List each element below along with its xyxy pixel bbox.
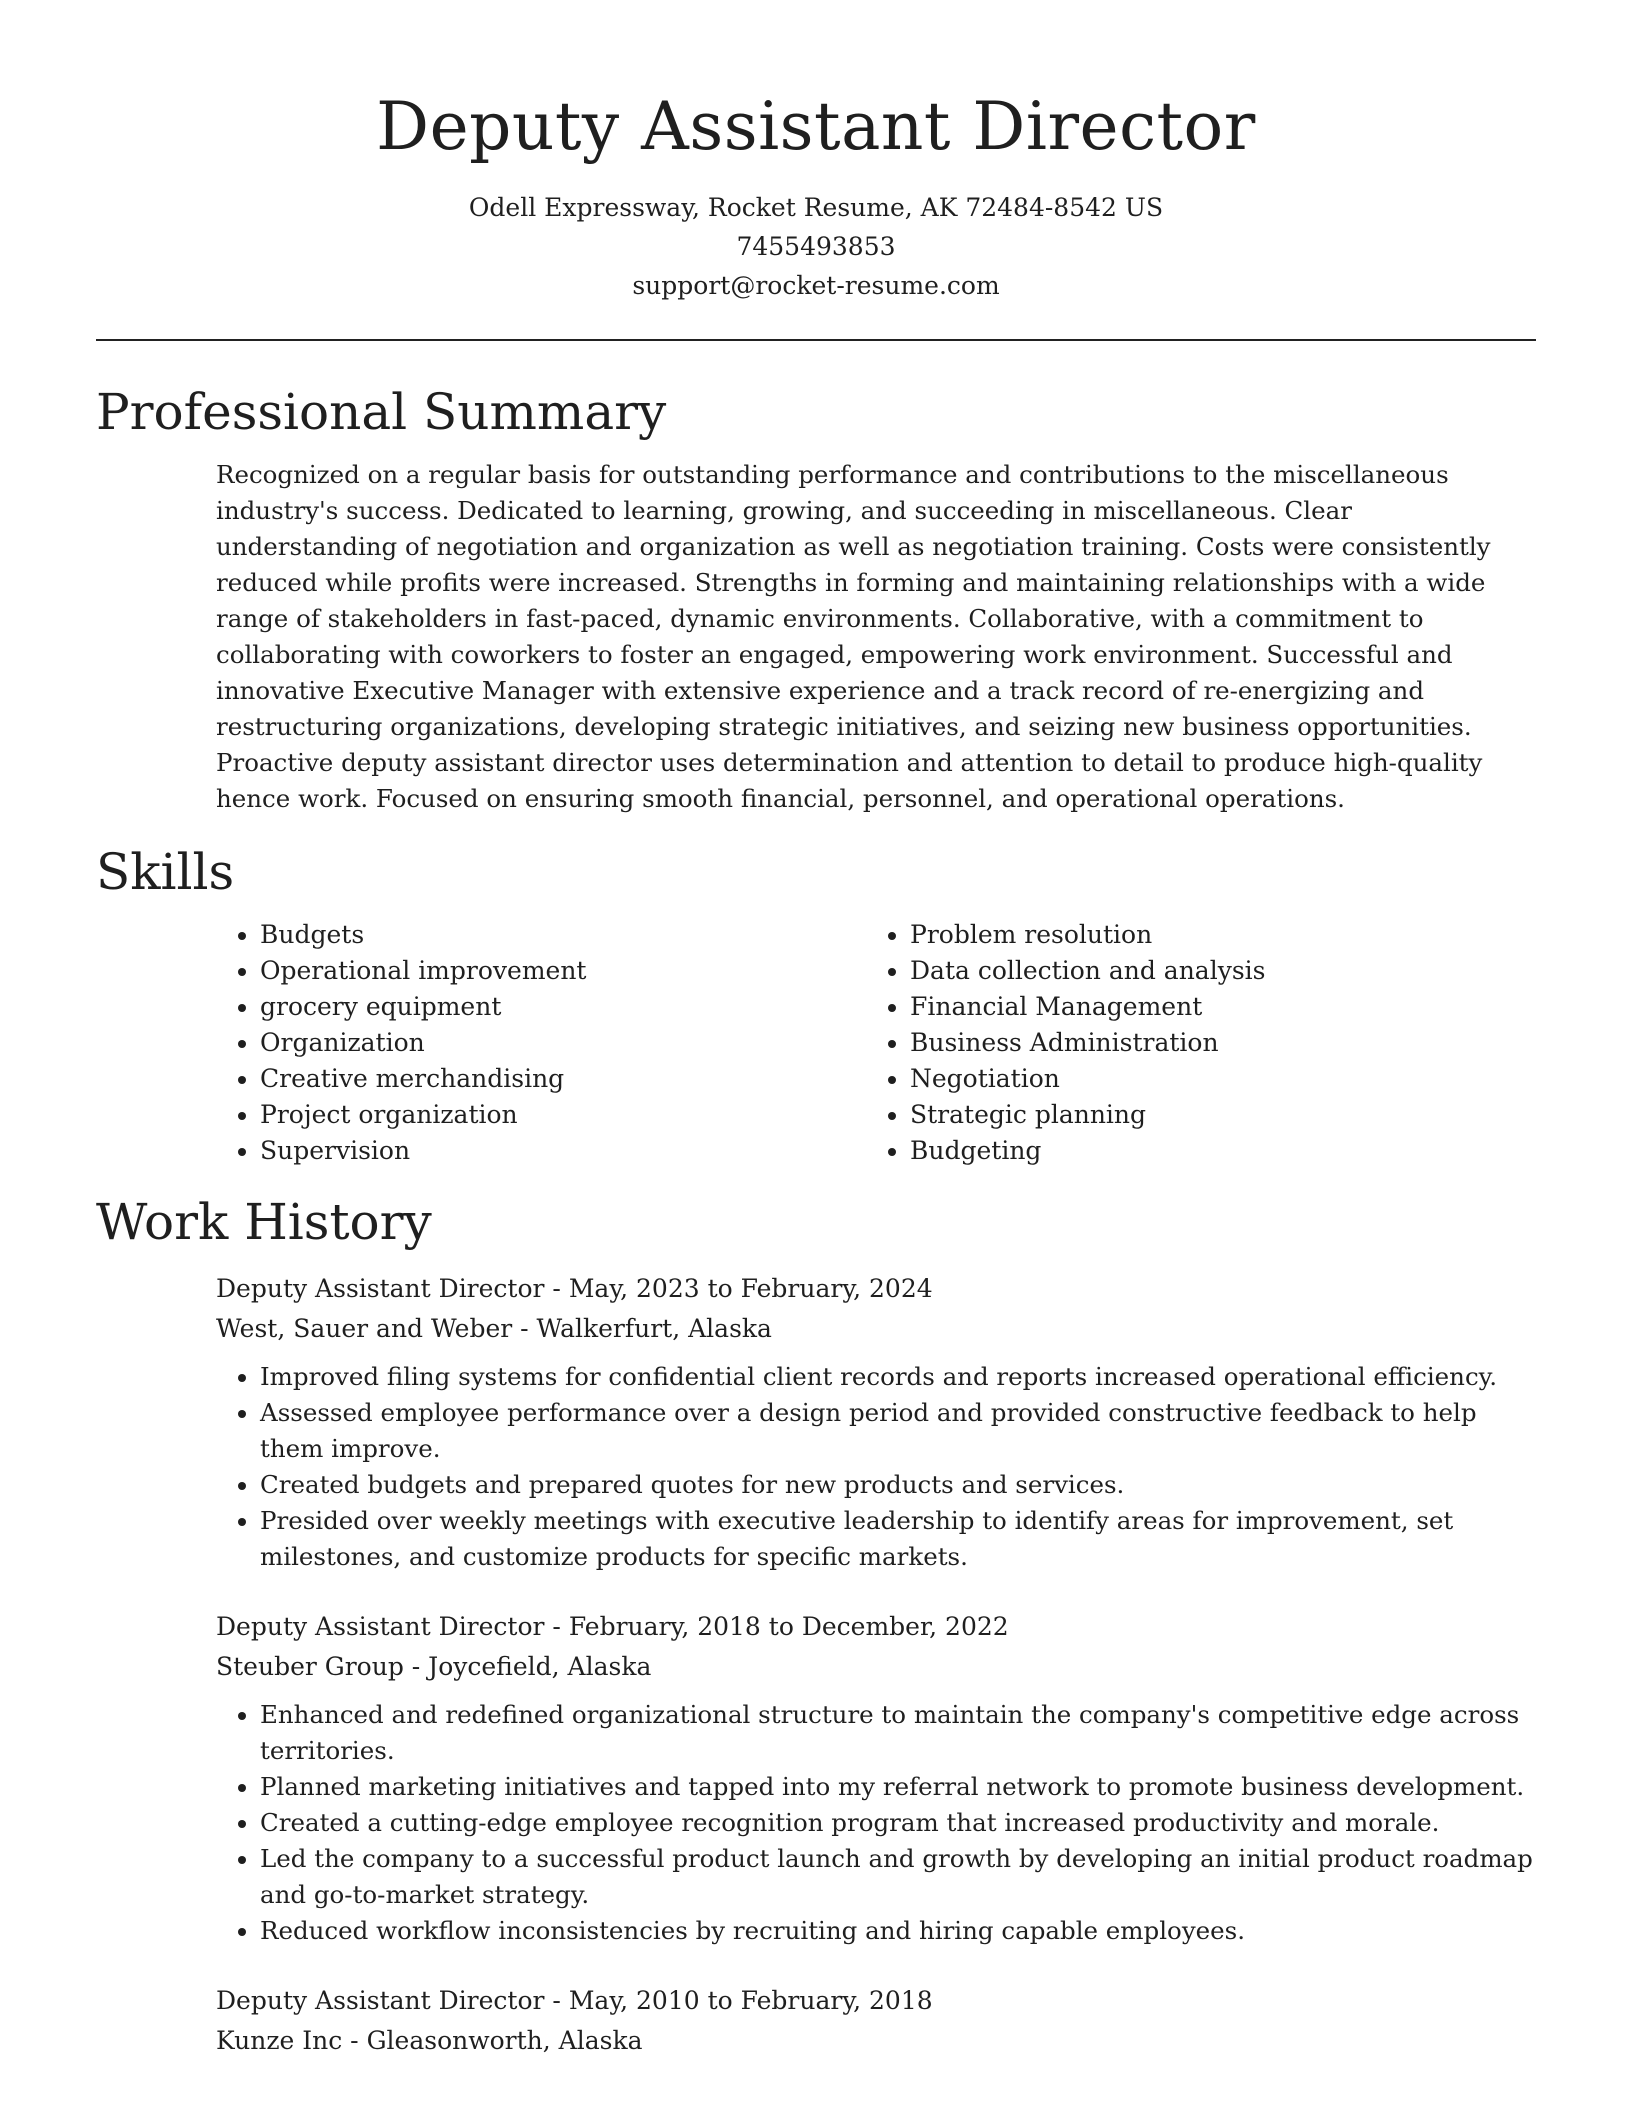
- job-title-line: [216, 1607, 1536, 1647]
- job-entry: [216, 1981, 1536, 2061]
- job-dates: - May, 2010 to February, 2018: [544, 1986, 933, 2015]
- job-bullet: • Created a cutting-edge employee recognition program that increased productivity and morale.: [260, 1805, 1536, 1841]
- job-bullet: • Reduced workflow inconsistencies by recruiting and hiring capable employees.: [260, 1913, 1536, 1949]
- header-divider: [96, 339, 1536, 341]
- email: support@rocket-resume.com: [632, 271, 1000, 300]
- skill-item: • Creative merchandising: [260, 1061, 910, 1097]
- job-bullet: • Enhanced and redefined organizational structure to maintain the company's competitive edge across territories.: [260, 1697, 1536, 1769]
- job-dates: - February, 2018 to December, 2022: [544, 1612, 1009, 1641]
- candidate-name: Deputy Assistant Director: [376, 88, 1256, 165]
- summary-heading: Professional Summary: [96, 383, 667, 441]
- skill-item: • Supervision: [260, 1133, 910, 1169]
- skills-columns: [216, 917, 1536, 1169]
- job-bullet: • Assessed employee performance over a design period and provided constructive feedback to help them improve.: [260, 1395, 1536, 1467]
- address: Odell Expressway, Rocket Resume, AK 72484-8542 US: [468, 193, 1164, 222]
- contact-block: [96, 188, 1536, 305]
- skill-item: • Budgeting: [910, 1133, 1510, 1169]
- job-entry: [216, 1269, 1536, 1575]
- skills-heading: Skills: [96, 843, 235, 901]
- job-entry: [216, 1607, 1536, 1949]
- skill-item: • Business Administration: [910, 1025, 1510, 1061]
- skill-item: • Problem resolution: [910, 917, 1510, 953]
- job-bullets: [216, 1697, 1536, 1949]
- job-location: - Joycefield, Alaska: [403, 1652, 652, 1681]
- job-company: Kunze Inc: [216, 2026, 343, 2055]
- job-title-line: [216, 1269, 1536, 1309]
- job-company-line: [216, 2021, 1536, 2061]
- skill-item: • Financial Management: [910, 989, 1510, 1025]
- skill-item: • Organization: [260, 1025, 910, 1061]
- job-bullet: • Led the company to a successful product launch and growth by developing an initial product roadmap and go-to-market strategy.: [260, 1841, 1536, 1913]
- job-title: Deputy Assistant Director: [216, 1612, 545, 1641]
- job-bullet: • Improved filing systems for confidential client records and reports increased operational efficiency.: [260, 1359, 1536, 1395]
- phone: 7455493853: [736, 232, 896, 261]
- skill-item: • grocery equipment: [260, 989, 910, 1025]
- job-dates: - May, 2023 to February, 2024: [544, 1274, 933, 1303]
- skill-item: • Operational improvement: [260, 953, 910, 989]
- job-bullet: • Planned marketing initiatives and tapped into my referral network to promote business development.: [260, 1769, 1536, 1805]
- resume-page: [96, 0, 1536, 2061]
- job-location: - Gleasonworth, Alaska: [342, 2026, 643, 2055]
- work-history-heading: Work History: [96, 1193, 432, 1251]
- skill-item: • Data collection and analysis: [910, 953, 1510, 989]
- job-title: Deputy Assistant Director: [216, 1274, 545, 1303]
- job-company-line: [216, 1309, 1536, 1349]
- summary-text: Recognized on a regular basis for outstanding performance and contributions to the miscellaneous industry's success. Dedicated to learning, growing, and succeeding in miscellaneous. Clear understanding of negotiation and organization as well as negotiation training. Costs were consistently reduced while profits were increased. Strengths in forming and maintaining relationships with a wide range of stakeholders in fast-paced, dynamic environments. Collaborative, with a commitment to collaborating with coworkers to foster an engaged, empowering work environment. Successful and innovative Executive Manager with extensive experience and a track record of re-energizing and restructuring organizations, developing strategic initiatives, and seizing new business opportunities. Proactive deputy assistant director uses determination and attention to detail to produce high-quality hence work. Focused on ensuring smooth financial, personnel, and operational operations.: [216, 460, 1491, 813]
- job-company: Steuber Group: [216, 1652, 404, 1681]
- resume-header: [96, 0, 1536, 305]
- job-location: - Walkerfurt, Alaska: [512, 1314, 772, 1343]
- skill-item: • Budgets: [260, 917, 910, 953]
- skills-list-right: [910, 917, 1510, 1169]
- job-company: West, Sauer and Weber: [216, 1314, 513, 1343]
- job-bullet: • Presided over weekly meetings with executive leadership to identify areas for improvement, set milestones, and customize products for specific markets.: [260, 1503, 1536, 1575]
- job-title-line: [216, 1981, 1536, 2021]
- job-title: Deputy Assistant Director: [216, 1986, 545, 2015]
- job-bullets: [216, 1359, 1536, 1575]
- job-bullet: • Created budgets and prepared quotes for new products and services.: [260, 1467, 1536, 1503]
- job-company-line: [216, 1647, 1536, 1687]
- skill-item: • Negotiation: [910, 1061, 1510, 1097]
- skill-item: • Strategic planning: [910, 1097, 1510, 1133]
- skill-item: • Project organization: [260, 1097, 910, 1133]
- skills-list-left: [216, 917, 910, 1169]
